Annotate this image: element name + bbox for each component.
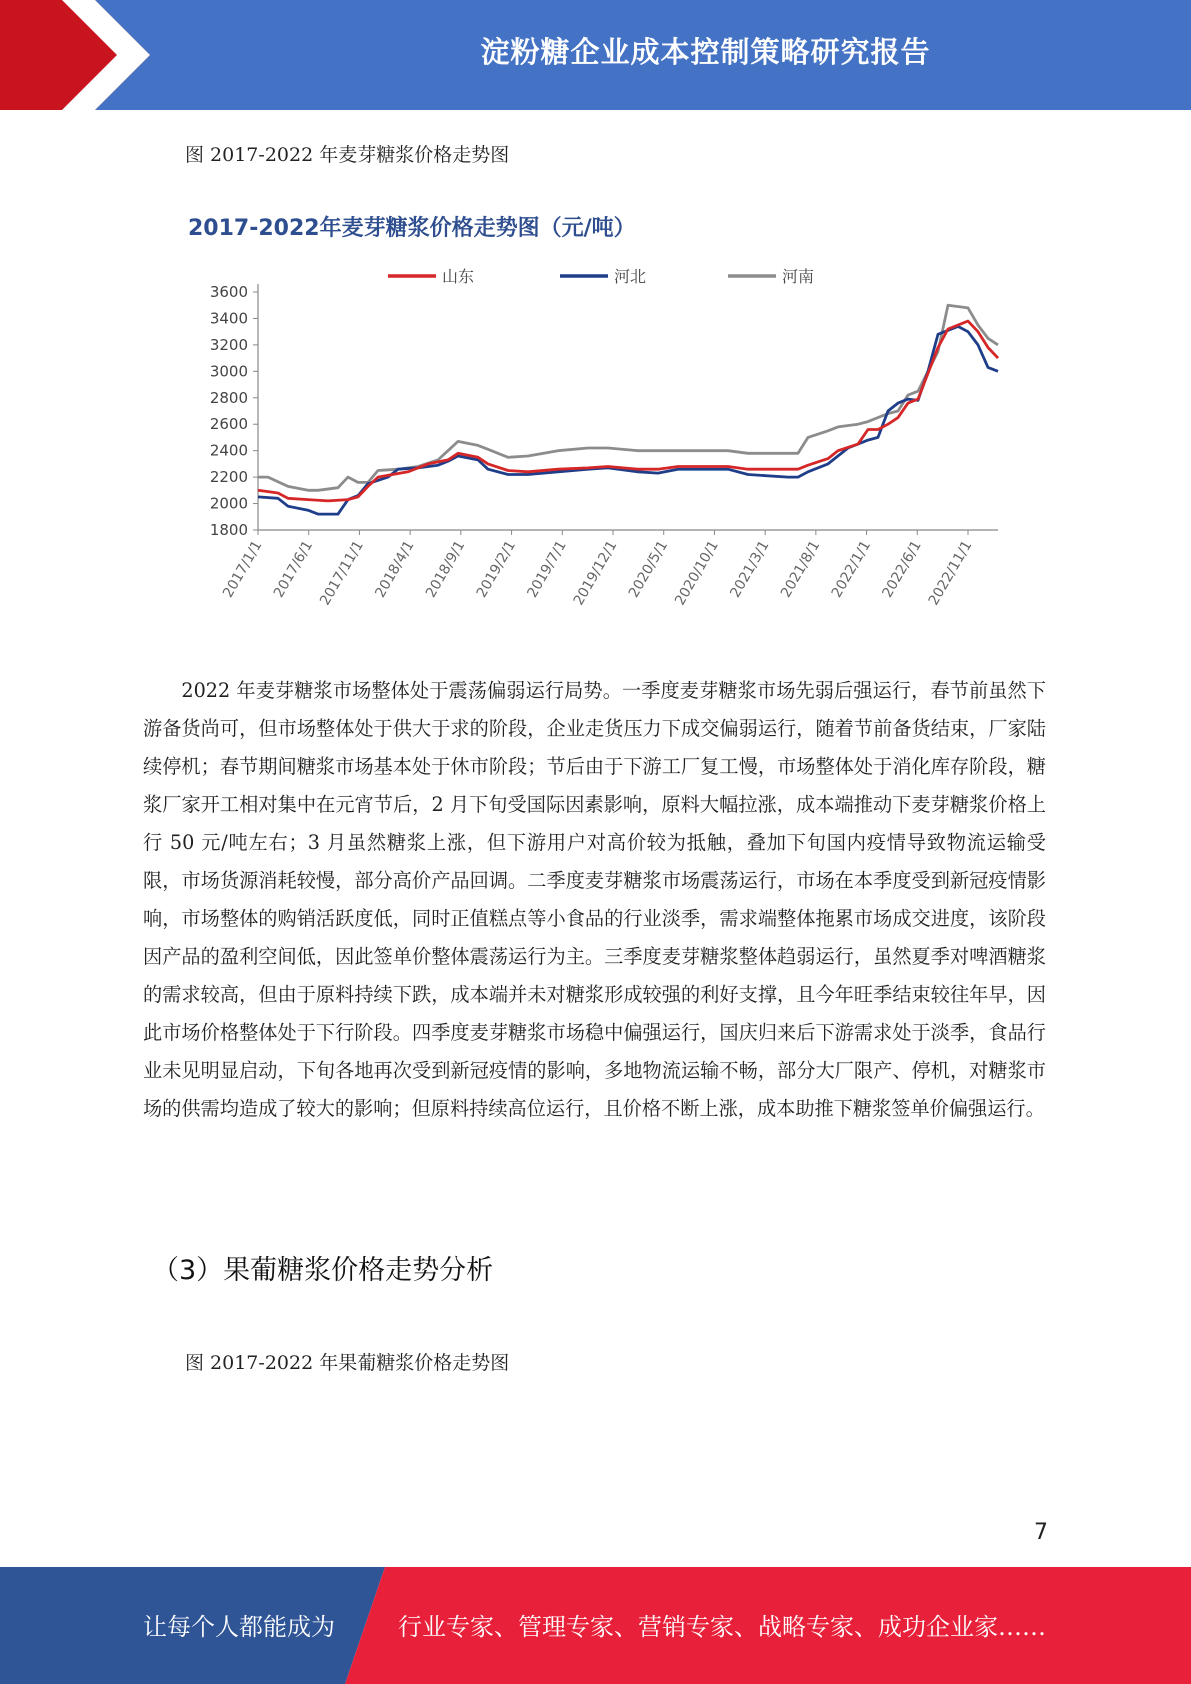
x-tick-label: 2020/5/1 [625, 538, 672, 601]
chart-series [258, 305, 998, 514]
section-heading: （3）果葡糖浆价格走势分析 [152, 1255, 494, 1286]
x-tick-label: 2018/4/1 [372, 538, 418, 601]
y-tick-label: 3400 [209, 309, 248, 328]
y-tick-label: 2800 [209, 388, 248, 407]
x-tick-label: 2022/6/1 [879, 538, 925, 601]
figure-caption: 图 2017-2022 年麦芽糖浆价格走势图 [185, 144, 510, 166]
series-line [258, 305, 998, 490]
price-trend-chart [180, 200, 1010, 640]
x-tick-label: 2019/2/1 [473, 538, 520, 601]
chart-svg [180, 200, 1010, 640]
body-paragraph: 2022 年麦芽糖浆市场整体处于震荡偏弱运行局势。一季度麦芽糖浆市场先弱后强运行，春节前虽然下游备货尚可，但市场整体处于供大于求的阶段，企业走货压力下成交偏弱运行，随着节前备货结束，厂家陆续停机；春节期间糖浆市场基本处于休市阶段；节后由于下游工厂复工慢，市场整体处于消化库存阶段，糖浆厂家开工相对集中在元宵节后，2 月下旬受国际因素影响，原料大幅拉涨，成本端推动下麦芽糖浆价格上行 50 元/吨左右；3 月虽然糖浆上涨，但下游用户对高价较为抵触，叠加下旬国内疫情导致物流运输受限，市场货源消耗较慢，部分高价产品回调。二季度麦芽糖浆市场震荡运行，市场在本季度受到新冠疫情影响，市场整体的购销活跃度低，同时正值糕点等小食品的行业淡季，需求端整体拖累市场成交进度，该阶段因产品的盈利空间低，因此签单价整体震荡运行为主。三季度麦芽糖浆整体趋弱运行，虽然夏季对啤酒糖浆的需求较高，但由于原料持续下跌，成本端并未对糖浆形成较强的利好支撑，且今年旺季结束较往年早，因此市场价格整体处于下行阶段。四季度麦芽糖浆市场稳中偏强运行，国庆归来后下游需求处于淡季，食品行业未见明显启动，下旬各地再次受到新冠疫情的影响，多地物流运输不畅，部分大厂限产、停机，对糖浆市场的供需均造成了较大的影响；但原料持续高位运行，且价格不断上涨，成本助推下糖浆签单价偏强运行。 [143, 679, 1046, 1120]
y-tick-label: 3600 [209, 283, 248, 301]
chart-legend [388, 267, 814, 286]
legend-label: 河南 [782, 267, 815, 286]
x-tick-label: 2018/9/1 [423, 538, 469, 601]
footer-slogan-left: 让每个人都能成为 [143, 1613, 335, 1641]
x-tick-label: 2019/7/1 [524, 538, 570, 601]
x-tick-label: 2021/8/1 [778, 538, 824, 601]
legend-label: 山东 [442, 267, 475, 286]
footer-slogan-right: 行业专家、管理专家、营销专家、战略专家、成功企业家…… [398, 1613, 1046, 1641]
legend-label: 河北 [614, 267, 647, 286]
header-title: 淀粉糖企业成本控制策略研究报告 [480, 35, 931, 69]
y-tick-label: 3200 [209, 335, 248, 354]
page-footer [0, 1567, 1191, 1684]
x-tick-label: 2019/12/1 [570, 538, 621, 609]
figure-caption-2: 图 2017-2022 年果葡糖浆价格走势图 [185, 1352, 510, 1374]
y-tick-label: 1800 [209, 521, 248, 539]
y-tick-label: 3000 [209, 362, 248, 381]
page-number: 7 [1034, 1520, 1048, 1545]
header-chevron-decoration [0, 0, 160, 110]
x-tick-label: 2021/3/1 [727, 538, 773, 601]
x-tick-label: 2022/11/1 [925, 538, 976, 609]
y-tick-label: 2200 [209, 468, 248, 487]
x-tick-label: 2017/1/1 [220, 538, 266, 601]
chart-title: 2017-2022年麦芽糖浆价格走势图（元/吨） [188, 216, 636, 241]
chart-axes [210, 283, 998, 608]
x-tick-label: 2020/10/1 [672, 538, 722, 609]
page-header [0, 0, 1191, 110]
y-tick-label: 2400 [209, 441, 248, 460]
y-tick-label: 2000 [209, 494, 248, 513]
y-tick-label: 2600 [209, 415, 248, 434]
x-tick-label: 2017/6/1 [270, 538, 317, 601]
x-tick-label: 2022/1/1 [828, 538, 875, 601]
x-tick-label: 2017/11/1 [317, 538, 367, 609]
